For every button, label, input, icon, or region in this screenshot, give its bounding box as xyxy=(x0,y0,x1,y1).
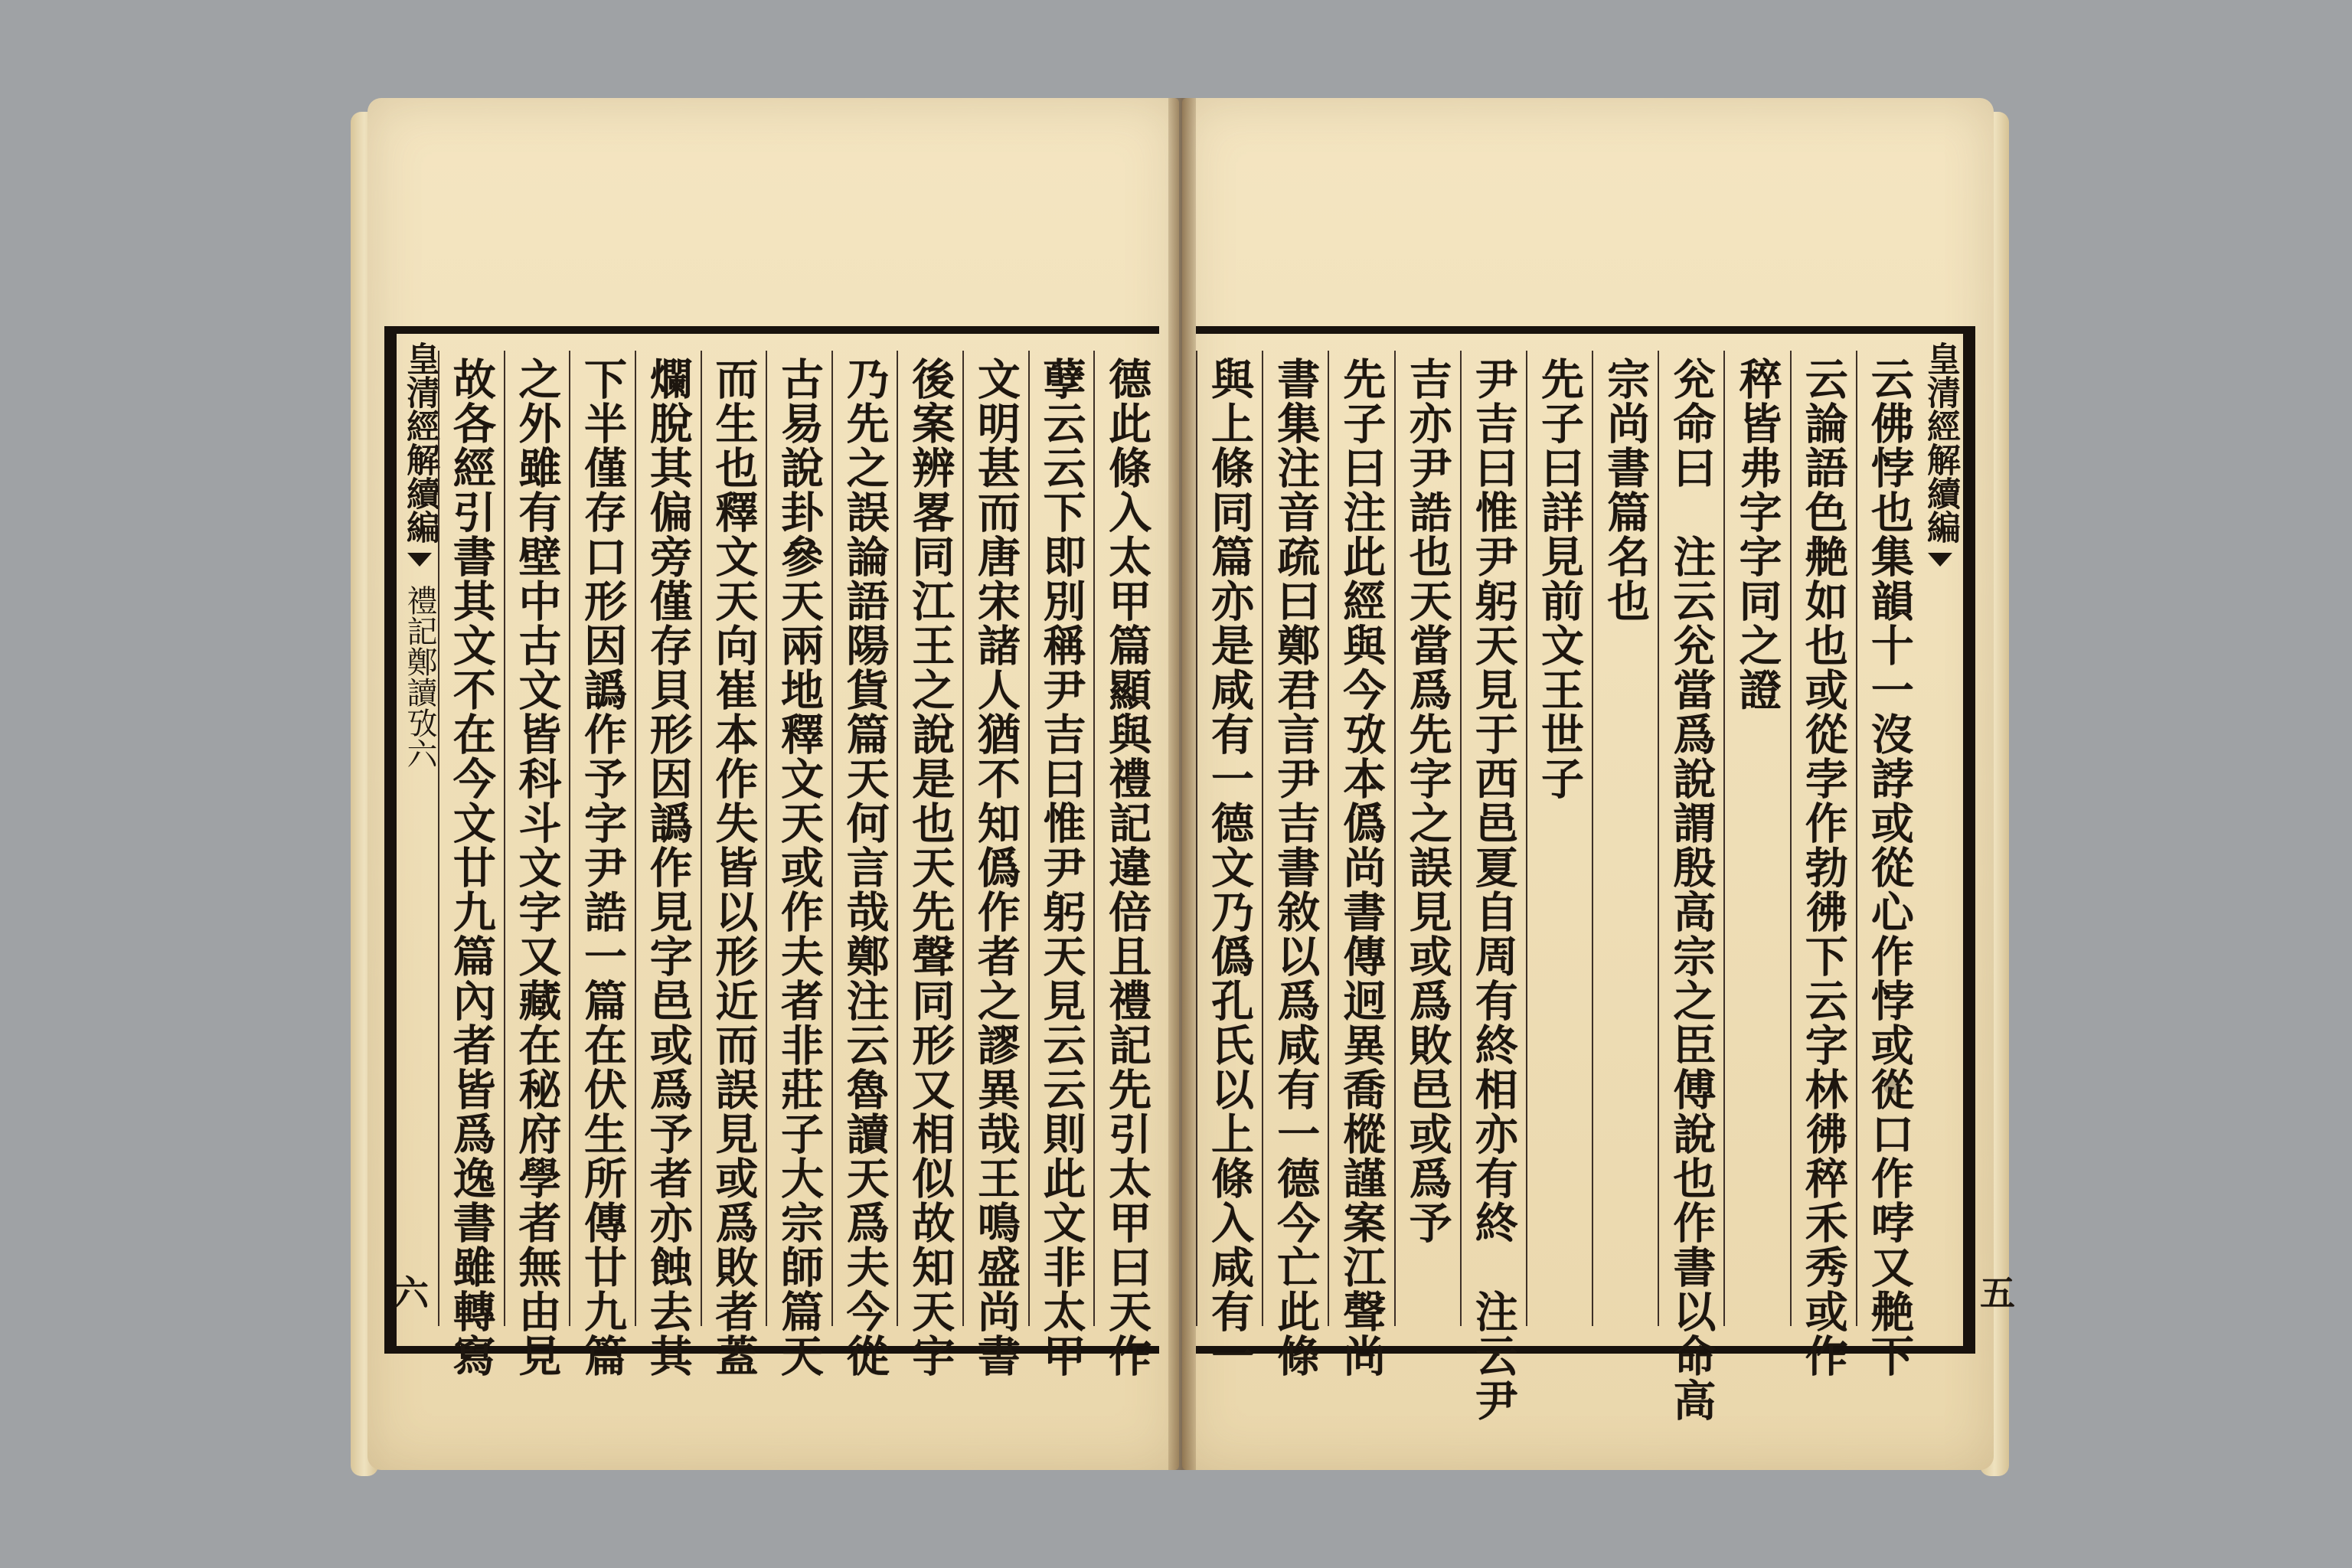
left-column xyxy=(831,351,897,1378)
right-columns xyxy=(1196,351,1922,1423)
left-folio-number: 六 xyxy=(394,1272,429,1314)
left-columns xyxy=(438,351,1159,1378)
book-gutter xyxy=(1168,98,1196,1470)
right-column xyxy=(1196,351,1262,1378)
right-margin-title: 皇清經解續編 xyxy=(1921,341,1960,544)
right-text-block xyxy=(1196,326,2015,1423)
right-spine-bar xyxy=(1963,334,1975,1346)
right-column xyxy=(1658,351,1723,1423)
right-column-text: 宗尚書篇名也 xyxy=(1600,357,1651,623)
left-margin-subtitle: 禮記鄭讀攷六 xyxy=(402,585,437,769)
left-column xyxy=(962,351,1028,1378)
right-column xyxy=(1526,351,1592,1326)
right-column-text: 先子曰注此經與今攷本僞尚書傳迥異喬樅謹案江聲尚 xyxy=(1336,357,1387,1378)
left-column xyxy=(1028,351,1094,1378)
right-column xyxy=(1394,351,1460,1326)
right-column-text: 云論語色艴如也或從孛作勃彿下云字林彿稡禾秀或作 xyxy=(1798,357,1849,1378)
left-column xyxy=(635,351,701,1378)
right-column-text: 云佛悖也集韻十一沒誖或從心作悖或從口作哱又艴下 xyxy=(1864,357,1915,1378)
left-spine-bar xyxy=(384,334,397,1346)
left-column xyxy=(569,351,635,1378)
left-column xyxy=(897,351,962,1378)
right-margin-column xyxy=(1917,334,1963,1346)
right-column-text: 吉亦尹誥也天當爲先字之誤見或爲敗邑或爲予 xyxy=(1402,357,1453,1245)
left-column-text: 爛脫其偏旁僅存貝形因譌作見字邑或爲予者亦蝕去其 xyxy=(642,357,694,1378)
right-column-text: 尹吉曰惟尹躬天見于西邑夏自周有終相亦有終 注云尹 xyxy=(1468,357,1519,1423)
right-column xyxy=(1328,351,1393,1378)
right-page xyxy=(1182,98,2015,1470)
left-column-text: 下半僅存口形因譌作予字尹誥一篇在伏生所傳廿九篇 xyxy=(577,357,629,1378)
ink-mark xyxy=(1883,1076,1902,1095)
left-column-text: 故各經引書其文不在今文廿九篇內者皆爲逸書雖轉寫 xyxy=(446,357,497,1378)
left-page xyxy=(368,98,1179,1470)
right-column xyxy=(1460,351,1526,1423)
right-column xyxy=(1592,351,1658,1326)
left-column xyxy=(701,351,766,1378)
left-column-text: 而生也釋文天向崔本作失皆以形近而誤見或爲敗者蓋 xyxy=(708,357,760,1378)
open-book xyxy=(351,98,2015,1476)
left-column-text: 之外雖有壁中古文皆科斗文字又藏在秘府學者無由見 xyxy=(511,357,563,1378)
left-text-block xyxy=(384,326,1159,1378)
left-column-text: 後案辨畧同江王之說是也天先聲同形又相似故知天字 xyxy=(905,357,956,1378)
left-column-text: 文明甚而唐宋諸人猶不知僞作者之謬異哉王鳴盛尚書 xyxy=(970,357,1021,1378)
right-column-text: 先子曰詳見前文王世子 xyxy=(1534,357,1585,801)
right-column-text: 與上條同篇亦是咸有一德文乃僞孔氏以上條入咸有一 xyxy=(1204,357,1256,1378)
right-column-text: 書集注音疏曰鄭君言尹吉書敘以爲咸有一德今亡此條 xyxy=(1270,357,1321,1378)
left-column-text: 古易說卦參天兩地釋文天或作夫者非莊子大宗師篇天 xyxy=(773,357,825,1378)
fish-tail-mark xyxy=(407,553,432,567)
left-margin-column xyxy=(397,334,443,1346)
left-column xyxy=(766,351,831,1378)
left-column-text: 乃先之誤論語陽貨篇天何言哉鄭注云魯讀天爲夫今從 xyxy=(839,357,890,1378)
left-column-text: 德此條入太甲篇顯與禮記違倍且禮記先引太甲曰天作 xyxy=(1102,357,1153,1378)
left-margin-title: 皇清經解續編 xyxy=(400,341,439,544)
left-column xyxy=(1093,351,1159,1378)
left-column-text: 孽云云下即別稱尹吉曰惟尹躬天見云云則此文非太甲 xyxy=(1036,357,1087,1378)
right-folio-number: 五 xyxy=(1980,1272,2015,1314)
left-column xyxy=(438,351,504,1378)
fish-tail-mark xyxy=(1928,553,1952,567)
right-column xyxy=(1262,351,1328,1378)
left-column xyxy=(504,351,570,1378)
right-column xyxy=(1723,351,1789,1326)
right-column xyxy=(1790,351,1856,1378)
right-column xyxy=(1856,351,1922,1378)
right-column-text: 兊命曰 注云兊當爲說謂殷高宗之臣傅說也作書以命高 xyxy=(1666,357,1717,1423)
right-column-text: 稡皆弗字字同之證 xyxy=(1732,357,1783,712)
